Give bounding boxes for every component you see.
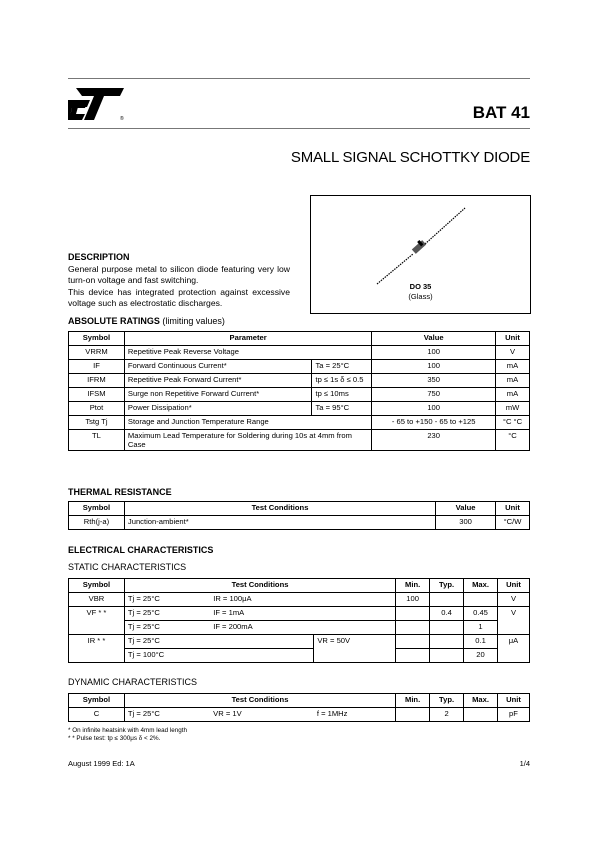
- cell-symbol: IFRM: [69, 374, 125, 388]
- description-p2: This device has integrated protection against excessive voltage such as electrostatic discharges.: [68, 287, 290, 308]
- cell-cond: Tj = 25°C: [124, 607, 210, 621]
- package-box: [310, 195, 531, 314]
- cell-unit: °C: [496, 430, 530, 451]
- cell-min: [396, 649, 430, 663]
- dynamic-heading: DYNAMIC CHARACTERISTICS: [68, 677, 198, 687]
- cell-cond: Tj = 100°C: [124, 649, 313, 663]
- col-min: Min.: [396, 579, 430, 593]
- cell-value: 300: [436, 516, 496, 530]
- package-material: (Glass): [408, 292, 433, 301]
- cell-max: 1: [464, 621, 498, 635]
- cell-max: [464, 593, 498, 607]
- table-row: [69, 516, 530, 530]
- col-unit: Unit: [496, 502, 530, 516]
- header-rule: [68, 128, 530, 129]
- abs-ratings-table: [68, 331, 530, 451]
- col-max: Max.: [464, 579, 498, 593]
- col-value: Value: [372, 332, 496, 346]
- table-row: [69, 649, 530, 663]
- cell-symbol: IF: [69, 360, 125, 374]
- package-name: DO 35: [409, 282, 432, 291]
- table-row: [69, 708, 530, 722]
- footnote-1: * On infinite heatsink with 4mm lead length: [68, 727, 188, 734]
- cell-unit: V: [496, 346, 530, 360]
- col-min: Min.: [396, 694, 430, 708]
- cell-symbol: VF * *: [69, 607, 125, 635]
- cell-typ: [430, 593, 464, 607]
- static-heading: STATIC CHARACTERISTICS: [68, 562, 187, 572]
- description-text: [68, 264, 290, 310]
- table-header-row: [69, 694, 530, 708]
- col-unit: Unit: [498, 579, 530, 593]
- table-header-row: [69, 332, 530, 346]
- logo-registered-mark: ®: [120, 116, 124, 122]
- cell-typ: 2: [430, 708, 464, 722]
- cell-param: Repetitive Peak Forward Current*: [124, 374, 312, 388]
- cell-symbol: VRRM: [69, 346, 125, 360]
- col-symbol: Symbol: [69, 694, 125, 708]
- cell-unit: mA: [496, 374, 530, 388]
- table-row: [69, 402, 530, 416]
- document-title: SMALL SIGNAL SCHOTTKY DIODE: [290, 149, 530, 166]
- description-p1: General purpose metal to silicon diode featuring very low turn-on voltage and fast switching.: [68, 264, 290, 285]
- table-row: [69, 346, 530, 360]
- diode-package-icon: [311, 196, 530, 286]
- table-row: [69, 374, 530, 388]
- cell-unit: pF: [497, 708, 529, 722]
- cell-cond: Ta = 95°C: [312, 402, 372, 416]
- cell-max: 0.1: [464, 635, 498, 649]
- cell-cond: Ta = 25°C: [312, 360, 372, 374]
- static-table: [68, 578, 530, 663]
- abs-ratings-note: (limiting values): [162, 316, 225, 326]
- cell-symbol: Rth(j-a): [69, 516, 125, 530]
- col-unit: Unit: [497, 694, 529, 708]
- cell-cond: Tj = 25°C: [124, 635, 313, 649]
- cell-param: Storage and Junction Temperature Range: [124, 416, 371, 430]
- col-typ: Typ.: [430, 579, 464, 593]
- table-row: [69, 416, 530, 430]
- abs-ratings-heading: [68, 316, 225, 326]
- cell-typ: [430, 635, 464, 649]
- col-parameter: Parameter: [124, 332, 371, 346]
- cell-cond: Tj = 25°C: [124, 621, 210, 635]
- cell-value: 230: [372, 430, 496, 451]
- table-row: [69, 635, 530, 649]
- cell-cond: Junction-ambient*: [124, 516, 435, 530]
- table-row: [69, 430, 530, 451]
- col-test-conditions: Test Conditions: [124, 694, 395, 708]
- cell-min: [396, 635, 430, 649]
- table-header-row: [69, 502, 530, 516]
- cell-symbol: Ptot: [69, 402, 125, 416]
- st-logo: [68, 86, 128, 122]
- col-symbol: Symbol: [69, 502, 125, 516]
- cell-param: Power Dissipation*: [124, 402, 312, 416]
- cell-param: Forward Continuous Current*: [124, 360, 312, 374]
- cell-max: 0.45: [464, 607, 498, 621]
- dynamic-table: [68, 693, 530, 722]
- table-row: [69, 360, 530, 374]
- cell-cond: tp ≤ 1s δ ≤ 0.5: [312, 374, 372, 388]
- cell-cond: Tj = 25°C: [124, 593, 210, 607]
- cell-value: - 65 to +150 - 65 to +125: [372, 416, 496, 430]
- page-number: 1/4: [519, 759, 530, 768]
- col-symbol: Symbol: [69, 579, 125, 593]
- cell-typ: [430, 621, 464, 635]
- cell-symbol: TL: [69, 430, 125, 451]
- cell-cond: VR = 50V: [314, 635, 396, 663]
- col-test-conditions: Test Conditions: [124, 579, 395, 593]
- cell-value: 350: [372, 374, 496, 388]
- description-heading: DESCRIPTION: [68, 252, 130, 262]
- cell-param: Surge non Repetitive Forward Current*: [124, 388, 312, 402]
- cell-cond: tp ≤ 10ms: [312, 388, 372, 402]
- cell-param: Repetitive Peak Reverse Voltage: [124, 346, 371, 360]
- electrical-heading: ELECTRICAL CHARACTERISTICS: [68, 545, 214, 555]
- cell-value: 750: [372, 388, 496, 402]
- part-number: BAT 41: [472, 103, 530, 122]
- cell-symbol: Tstg Tj: [69, 416, 125, 430]
- cell-min: [396, 621, 430, 635]
- cell-cond: IR = 100μA: [210, 593, 395, 607]
- cell-min: 100: [396, 593, 430, 607]
- thermal-heading: THERMAL RESISTANCE: [68, 487, 172, 497]
- table-row: [69, 621, 530, 635]
- thermal-table: [68, 501, 530, 530]
- col-value: Value: [436, 502, 496, 516]
- table-row: [69, 388, 530, 402]
- footnote-2: * * Pulse test: tp ≤ 300μs δ < 2%.: [68, 735, 161, 742]
- cell-cond: Tj = 25°C: [124, 708, 210, 722]
- abs-ratings-title: ABSOLUTE RATINGS: [68, 316, 160, 326]
- cell-unit: V: [498, 593, 530, 607]
- cell-max: [464, 708, 498, 722]
- table-header-row: [69, 579, 530, 593]
- col-test-conditions: Test Conditions: [124, 502, 435, 516]
- st-logo-icon: [68, 86, 128, 122]
- cell-cond: VR = 1V: [210, 708, 314, 722]
- cell-unit: V: [498, 607, 530, 635]
- table-row: [69, 593, 530, 607]
- cell-value: 100: [372, 346, 496, 360]
- cell-value: 100: [372, 402, 496, 416]
- cell-unit: °C °C: [496, 416, 530, 430]
- cell-unit: μA: [498, 635, 530, 663]
- footer-date: August 1999 Ed: 1A: [68, 759, 135, 768]
- cell-unit: °C/W: [496, 516, 530, 530]
- cell-cond: f = 1MHz: [314, 708, 396, 722]
- cell-symbol: VBR: [69, 593, 125, 607]
- cell-unit: mA: [496, 360, 530, 374]
- cell-typ: 0.4: [430, 607, 464, 621]
- top-rule: [68, 78, 530, 79]
- col-typ: Typ.: [430, 694, 464, 708]
- cell-min: [396, 708, 430, 722]
- cell-symbol: IFSM: [69, 388, 125, 402]
- cell-unit: mA: [496, 388, 530, 402]
- cell-unit: mW: [496, 402, 530, 416]
- cell-cond: IF = 1mA: [210, 607, 395, 621]
- cell-cond: IF = 200mA: [210, 621, 395, 635]
- cell-max: 20: [464, 649, 498, 663]
- col-max: Max.: [464, 694, 498, 708]
- cell-param: Maximum Lead Temperature for Soldering during 10s at 4mm from Case: [124, 430, 371, 451]
- col-symbol: Symbol: [69, 332, 125, 346]
- cell-symbol: IR * *: [69, 635, 125, 663]
- cell-typ: [430, 649, 464, 663]
- col-unit: Unit: [496, 332, 530, 346]
- cell-symbol: C: [69, 708, 125, 722]
- cell-min: [396, 607, 430, 621]
- cell-value: 100: [372, 360, 496, 374]
- table-row: [69, 607, 530, 621]
